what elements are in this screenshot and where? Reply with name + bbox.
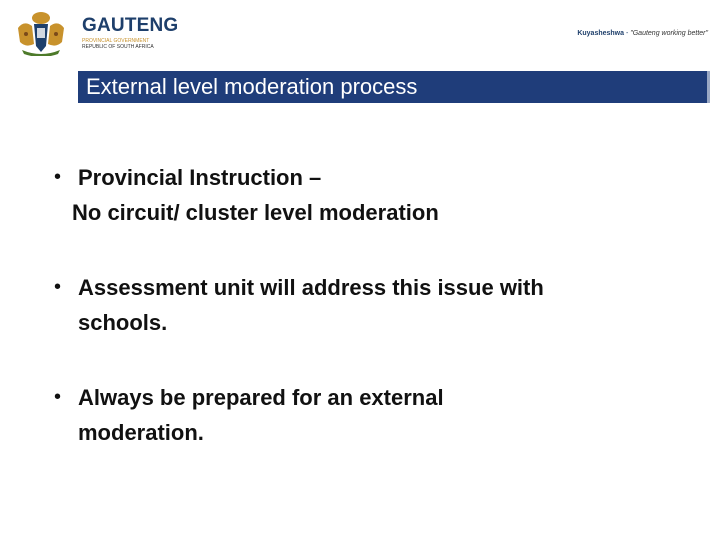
bullet-list xyxy=(54,160,694,490)
gauteng-logo xyxy=(8,8,208,58)
title-bar xyxy=(78,71,710,103)
logo-subtitle-line1: PROVINCIAL GOVERNMENT xyxy=(82,38,150,44)
coat-of-arms-icon xyxy=(12,10,70,56)
bullet-item xyxy=(54,270,694,340)
slide-header xyxy=(0,0,720,68)
bullet-item xyxy=(54,380,694,450)
bullet-line: Assessment unit will address this issue with xyxy=(78,275,544,300)
tagline-brand: Kuyasheshwa xyxy=(577,30,625,37)
bullet-marker-icon: • xyxy=(54,276,62,298)
tagline-separator: - xyxy=(624,30,631,37)
header-tagline xyxy=(577,30,708,37)
logo-wordmark: GAUTENG xyxy=(82,15,179,36)
bullet-item xyxy=(54,160,694,230)
bullet-line: No circuit/ cluster level moderation xyxy=(72,200,439,225)
slide-title: External level moderation process xyxy=(86,74,418,99)
logo-subtitle xyxy=(82,38,154,50)
tagline-slogan: "Gauteng working better" xyxy=(630,30,708,37)
bullet-line: Provincial Instruction – xyxy=(78,165,322,190)
bullet-marker-icon: • xyxy=(54,386,62,408)
bullet-line: schools. xyxy=(78,310,168,335)
bullet-line: Always be prepared for an external xyxy=(78,385,444,410)
logo-subtitle-line2: REPUBLIC OF SOUTH AFRICA xyxy=(82,44,154,50)
bullet-line: moderation. xyxy=(78,420,204,445)
bullet-marker-icon: • xyxy=(54,166,62,188)
